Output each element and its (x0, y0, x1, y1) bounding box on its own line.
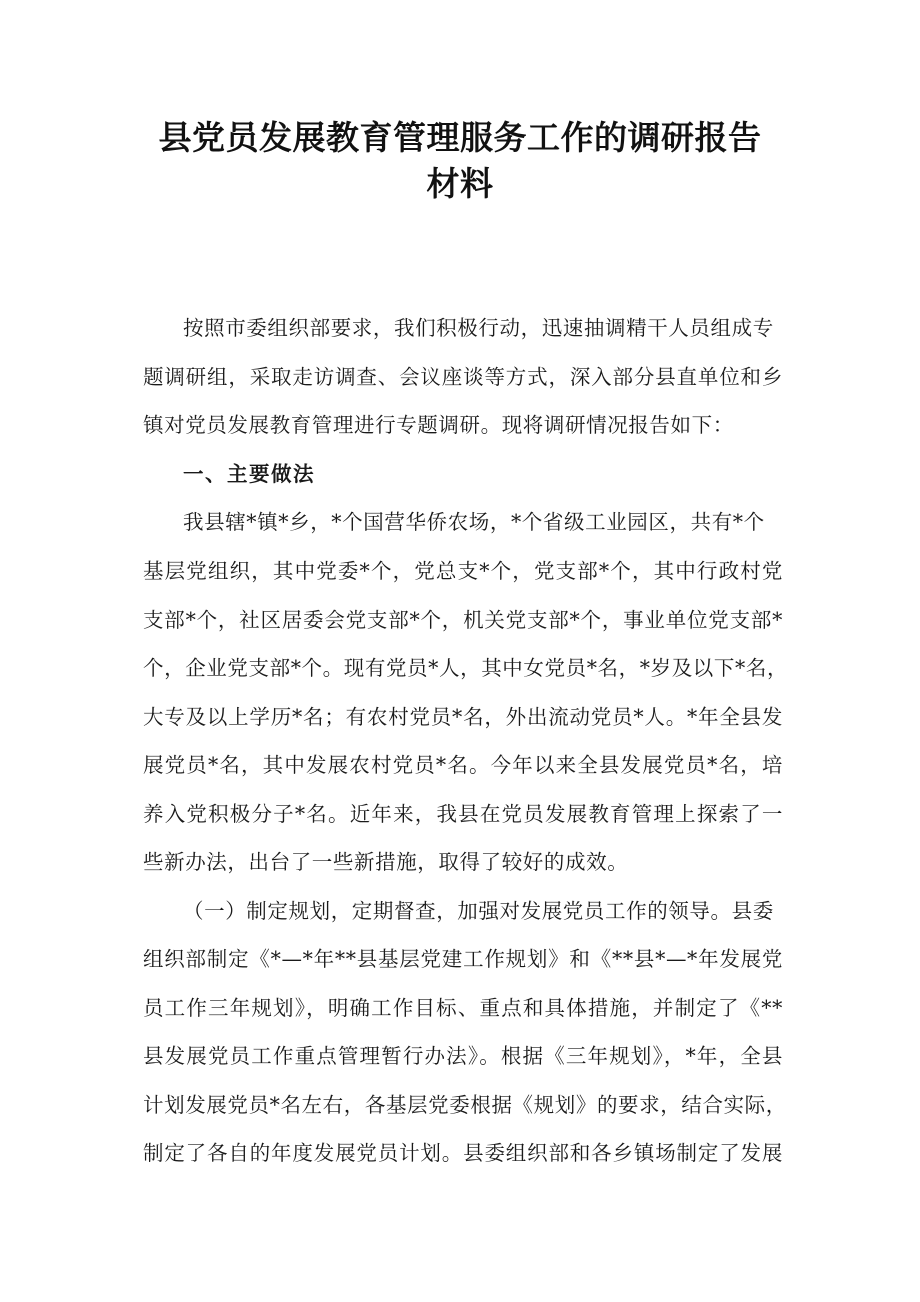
document-title-line1: 县党员发展教育管理服务工作的调研报告 (158, 118, 762, 157)
paragraph-planning-line-6: 制定了各自的年度发展党员计划。县委组织部和各乡镇场制定了发展 (143, 1141, 783, 1165)
paragraph-planning-line-1: （一）制定规划，定期督查，加强对发展党员工作的领导。县委 (183, 899, 774, 923)
paragraph-intro-line-1: 按照市委组织部要求，我们积极行动，迅速抽调精干人员组成专 (183, 316, 774, 340)
paragraph-stats-line-6: 展党员*名，其中发展农村党员*名。今年以来全县发展党员*名，培 (143, 753, 783, 777)
paragraph-planning-line-5: 计划发展党员*名左右，各基层党委根据《规划》的要求，结合实际， (143, 1093, 787, 1117)
document-title-line2: 材料 (426, 164, 494, 203)
paragraph-intro-line-3: 镇对党员发展教育管理进行专题调研。现将调研情况报告如下： (143, 413, 734, 437)
paragraph-stats-line-3: 支部*个，社区居委会党支部*个，机关党支部*个，事业单位党支部* (143, 608, 783, 632)
paragraph-planning-line-3: 员工作三年规划》，明确工作目标、重点和具体措施，并制定了《** (143, 996, 783, 1020)
paragraph-planning-line-4: 县发展党员工作重点管理暂行办法》。根据《三年规划》，*年，全县 (143, 1044, 783, 1068)
paragraph-intro-line-2: 题调研组，采取走访调查、会议座谈等方式，深入部分县直单位和乡 (143, 365, 783, 389)
section-heading-main-practices: 一、主要做法 (183, 462, 315, 486)
paragraph-stats-line-2: 基层党组织，其中党委*个，党总支*个，党支部*个，其中行政村党 (143, 559, 783, 583)
paragraph-stats-line-1: 我县辖*镇*乡，*个国营华侨农场，*个省级工业园区，共有*个 (183, 510, 765, 534)
paragraph-stats-line-7: 养入党积极分子*名。近年来，我县在党员发展教育管理上探索了一 (143, 802, 783, 826)
paragraph-stats-line-8: 些新办法，出台了一些新措施，取得了较好的成效。 (143, 850, 629, 874)
paragraph-planning-line-2: 组织部制定《*—*年**县基层党建工作规划》和《**县*—*年发展党 (143, 947, 783, 971)
paragraph-stats-line-4: 个，企业党支部*个。现有党员*人，其中女党员*名，*岁及以下*名， (143, 656, 789, 680)
paragraph-stats-line-5: 大专及以上学历*名；有农村党员*名，外出流动党员*人。*年全县发 (143, 705, 783, 729)
